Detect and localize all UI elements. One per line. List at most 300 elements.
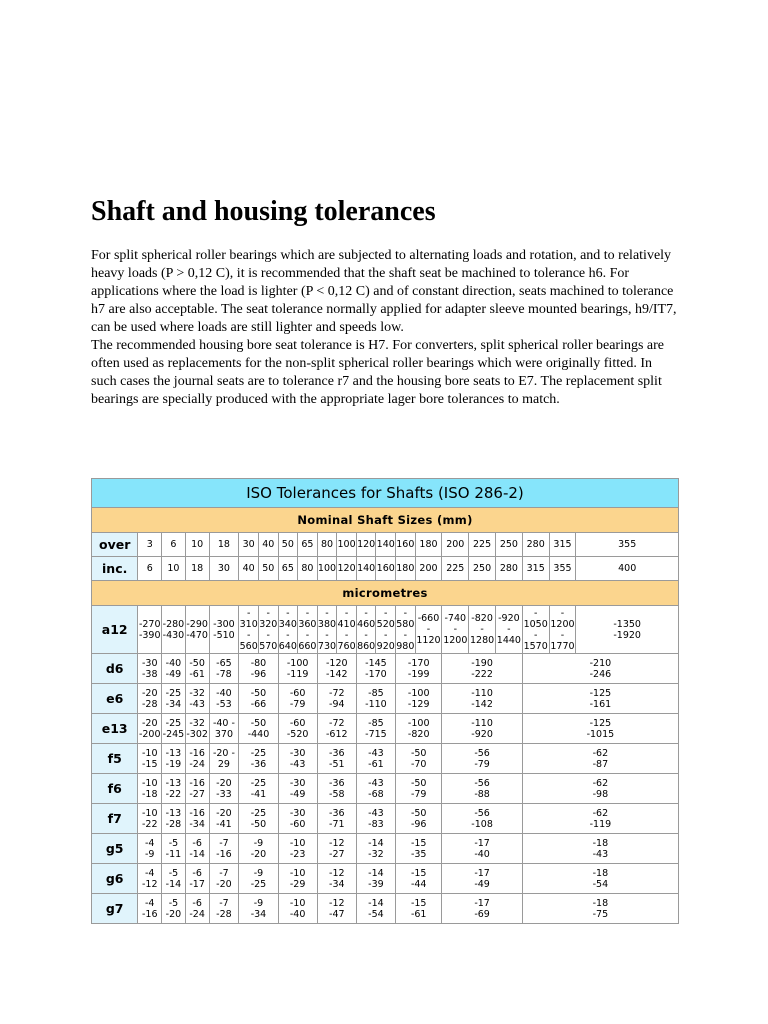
tolerance-cell bbox=[162, 774, 186, 804]
tolerance-row-e6 bbox=[92, 684, 679, 714]
cell-lower: -119 bbox=[286, 668, 309, 680]
cell-line: 1050 bbox=[523, 618, 548, 630]
tolerance-cell bbox=[239, 714, 278, 744]
cell-lower: -49 bbox=[289, 788, 306, 800]
cell-upper: -12 bbox=[329, 897, 345, 909]
inc-size-cell: 6 bbox=[138, 557, 162, 581]
cell-lower: -32 bbox=[368, 848, 384, 860]
inc-size-cell: 50 bbox=[258, 557, 278, 581]
cell-upper: -7 bbox=[219, 897, 229, 909]
over-size-cell: 140 bbox=[376, 533, 396, 557]
cell-line: - bbox=[507, 624, 511, 635]
cell-line: - bbox=[384, 629, 388, 641]
cell-upper: -300 bbox=[213, 618, 235, 630]
over-size-cell: 100 bbox=[337, 533, 357, 557]
tolerance-cell bbox=[356, 774, 395, 804]
tolerance-cell bbox=[162, 714, 186, 744]
tolerance-cell bbox=[209, 774, 239, 804]
tolerance-cell bbox=[415, 606, 442, 654]
cell-upper: -10 bbox=[141, 747, 158, 759]
cell-line: 340 bbox=[278, 618, 297, 630]
cell-lower: -20 bbox=[165, 908, 182, 920]
cell-lower: -47 bbox=[329, 908, 345, 920]
tolerance-cell bbox=[138, 744, 162, 774]
tolerance-cell bbox=[162, 606, 186, 654]
cell-lower: -36 bbox=[250, 758, 267, 770]
cell-upper: -30 bbox=[289, 777, 306, 789]
body-text bbox=[91, 247, 679, 409]
cell-lower: -19 bbox=[165, 758, 182, 770]
cell-line: 730 bbox=[317, 640, 337, 652]
cell-upper: -10 bbox=[289, 897, 306, 909]
cell-lower: -170 bbox=[365, 668, 387, 680]
cell-lower: -94 bbox=[329, 698, 345, 710]
over-size-cell: 50 bbox=[278, 533, 298, 557]
cell-line: 360 bbox=[298, 618, 317, 630]
cell-line: - bbox=[344, 607, 349, 619]
cell-upper: -16 bbox=[189, 747, 205, 759]
cell-upper: -62 bbox=[592, 807, 609, 819]
over-size-cell: 355 bbox=[576, 533, 679, 557]
cell-upper: -110 bbox=[471, 687, 493, 699]
over-size-cell: 6 bbox=[162, 533, 186, 557]
tolerance-cell bbox=[138, 864, 162, 894]
cell-lower: -54 bbox=[592, 878, 609, 890]
cell-lower: -79 bbox=[410, 788, 427, 800]
cell-lower: -75 bbox=[592, 908, 609, 920]
tolerance-cell bbox=[185, 714, 209, 744]
cell-upper: -17 bbox=[474, 867, 490, 879]
cell-lower: -119 bbox=[589, 818, 612, 830]
tolerance-cell bbox=[138, 894, 162, 924]
tolerance-cell bbox=[396, 684, 442, 714]
over-size-cell: 18 bbox=[209, 533, 239, 557]
cell-lower: -24 bbox=[189, 758, 205, 770]
tolerance-cell bbox=[278, 606, 298, 654]
cell-upper: -25 bbox=[250, 807, 267, 819]
tolerance-cell bbox=[138, 774, 162, 804]
cell-upper: -43 bbox=[368, 777, 384, 789]
cell-line: - bbox=[305, 629, 310, 641]
cell-upper: -17 bbox=[474, 897, 490, 909]
cell-lower: -222 bbox=[471, 668, 493, 680]
tolerance-cell bbox=[278, 834, 317, 864]
inc-row bbox=[92, 557, 679, 581]
cell-lower: -470 bbox=[186, 629, 208, 641]
tolerance-cell bbox=[209, 684, 239, 714]
cell-line: 980 bbox=[396, 640, 415, 652]
cell-upper: -10 bbox=[141, 777, 158, 789]
cell-line: - bbox=[325, 629, 329, 641]
cell-upper: -32 bbox=[189, 687, 205, 699]
tolerance-cell bbox=[356, 684, 395, 714]
cell-lower: -510 bbox=[213, 629, 235, 641]
cell-line: 570 bbox=[259, 640, 278, 652]
tolerance-cell bbox=[442, 654, 522, 684]
cell-upper: -15 bbox=[410, 867, 427, 879]
cell-line: - bbox=[246, 629, 251, 641]
over-size-cell: 200 bbox=[442, 533, 469, 557]
cell-line: - bbox=[325, 607, 329, 619]
over-label: over bbox=[92, 533, 138, 557]
tolerance-cell bbox=[258, 606, 278, 654]
cell-lower: -98 bbox=[592, 788, 609, 800]
cell-upper: -72 bbox=[329, 717, 345, 729]
cell-upper: -110 bbox=[471, 717, 493, 729]
tolerance-cell bbox=[209, 834, 239, 864]
tolerance-cell bbox=[549, 606, 576, 654]
cell-lower: -43 bbox=[289, 758, 306, 770]
cell-line: 1570 bbox=[523, 640, 548, 652]
cell-upper: -190 bbox=[471, 657, 493, 669]
tolerance-cell bbox=[376, 606, 396, 654]
cell-line: - bbox=[266, 607, 270, 619]
cell-upper: -40 - bbox=[212, 717, 235, 729]
cell-line: - bbox=[480, 624, 484, 635]
over-size-cell: 280 bbox=[522, 533, 549, 557]
inc-size-cell: 100 bbox=[317, 557, 337, 581]
tolerance-cell bbox=[162, 744, 186, 774]
tolerance-cell bbox=[162, 684, 186, 714]
cell-lower: -1920 bbox=[613, 629, 641, 641]
cell-upper: -13 bbox=[165, 747, 182, 759]
cell-lower: 370 bbox=[214, 728, 234, 740]
tolerance-cell bbox=[278, 654, 317, 684]
tolerance-cell bbox=[278, 864, 317, 894]
cell-upper: -18 bbox=[592, 897, 609, 909]
tolerance-cell bbox=[278, 774, 317, 804]
cell-lower: -79 bbox=[474, 758, 490, 770]
cell-line: - bbox=[533, 629, 538, 641]
tolerance-cell bbox=[185, 774, 209, 804]
cell-lower: -9 bbox=[145, 848, 155, 860]
cell-line: 460 bbox=[357, 618, 376, 630]
tolerance-row-f5 bbox=[92, 744, 679, 774]
tolerance-cell bbox=[495, 606, 522, 654]
tolerance-cell bbox=[185, 864, 209, 894]
tolerance-cell bbox=[185, 804, 209, 834]
cell-upper: -9 bbox=[253, 837, 264, 849]
cell-lower: -34 bbox=[165, 698, 182, 710]
inc-size-cell: 120 bbox=[337, 557, 357, 581]
tolerance-cell bbox=[396, 804, 442, 834]
cell-upper: -100 bbox=[407, 687, 430, 699]
inc-size-cell: 250 bbox=[469, 557, 496, 581]
cell-lower: -61 bbox=[368, 758, 384, 770]
cell-upper: -12 bbox=[329, 837, 345, 849]
cell-lower: -70 bbox=[410, 758, 427, 770]
cell-upper: -16 bbox=[189, 807, 205, 819]
cell-lower: -41 bbox=[250, 788, 267, 800]
cell-upper: -20 bbox=[141, 717, 158, 729]
tolerance-cell bbox=[278, 744, 317, 774]
over-size-cell: 315 bbox=[549, 533, 576, 557]
tolerance-cell bbox=[209, 654, 239, 684]
cell-upper: -280 bbox=[162, 618, 185, 630]
inc-size-cell: 315 bbox=[522, 557, 549, 581]
tolerance-cell bbox=[185, 654, 209, 684]
tolerance-cell bbox=[522, 894, 678, 924]
row-label: e13 bbox=[92, 714, 138, 744]
cell-line: - bbox=[286, 607, 290, 619]
cell-line: 860 bbox=[357, 640, 376, 652]
inc-size-cell: 225 bbox=[442, 557, 469, 581]
cell-line: 1120 bbox=[416, 635, 441, 646]
tolerance-cell bbox=[185, 834, 209, 864]
cell-lower: -142 bbox=[326, 668, 348, 680]
cell-upper: -85 bbox=[368, 717, 384, 729]
cell-line: 560 bbox=[239, 640, 258, 652]
tolerance-cell bbox=[138, 654, 162, 684]
cell-lower: -23 bbox=[289, 848, 306, 860]
tolerance-cell bbox=[239, 834, 278, 864]
tolerance-cell bbox=[162, 654, 186, 684]
cell-lower: -390 bbox=[138, 629, 161, 641]
tolerance-cell bbox=[162, 864, 186, 894]
page-title: Shaft and housing tolerances bbox=[91, 196, 436, 227]
cell-lower: -20 bbox=[216, 878, 232, 890]
cell-line: 310 bbox=[239, 618, 258, 630]
cell-upper: -36 bbox=[329, 747, 345, 759]
tolerance-cell bbox=[396, 834, 442, 864]
tolerance-cell bbox=[396, 774, 442, 804]
cell-upper: -36 bbox=[329, 807, 345, 819]
tolerance-cell bbox=[442, 684, 522, 714]
tolerance-row-f6 bbox=[92, 774, 679, 804]
tolerance-cell bbox=[522, 864, 678, 894]
cell-upper: -1350 bbox=[613, 618, 641, 630]
table-title: ISO Tolerances for Shafts (ISO 286-2) bbox=[92, 479, 679, 508]
tolerance-cell bbox=[442, 864, 522, 894]
cell-upper: -9 bbox=[253, 897, 264, 909]
tolerance-cell bbox=[396, 606, 416, 654]
tolerance-cell bbox=[442, 774, 522, 804]
tolerance-row-d6 bbox=[92, 654, 679, 684]
row-label: g6 bbox=[92, 864, 138, 894]
inc-size-cell: 65 bbox=[278, 557, 298, 581]
cell-lower: -14 bbox=[189, 848, 205, 860]
inc-size-cell: 140 bbox=[356, 557, 376, 581]
tolerance-cell bbox=[522, 606, 549, 654]
cell-lower: -246 bbox=[589, 668, 612, 680]
tolerance-cell bbox=[442, 894, 522, 924]
cell-upper: -100 bbox=[286, 657, 309, 669]
over-size-cell: 10 bbox=[185, 533, 209, 557]
tolerance-cell bbox=[356, 834, 395, 864]
tolerance-row-e13 bbox=[92, 714, 679, 744]
cell-upper: -16 bbox=[189, 777, 205, 789]
cell-upper: -65 bbox=[216, 657, 232, 669]
cell-line: - bbox=[560, 607, 565, 619]
tolerance-cell bbox=[442, 714, 522, 744]
cell-lower: -520 bbox=[286, 728, 309, 740]
tolerance-cell bbox=[239, 606, 259, 654]
cell-upper: -50 bbox=[410, 807, 427, 819]
cell-upper: -25 bbox=[165, 687, 182, 699]
cell-lower: -51 bbox=[329, 758, 345, 770]
nominal-sizes-header: Nominal Shaft Sizes (mm) bbox=[92, 508, 679, 533]
tolerance-cell bbox=[317, 654, 356, 684]
tolerance-cell bbox=[138, 684, 162, 714]
cell-lower: -61 bbox=[189, 668, 205, 680]
tolerance-cell bbox=[278, 804, 317, 834]
tolerance-cell bbox=[239, 804, 278, 834]
tolerance-cell bbox=[138, 834, 162, 864]
over-size-cell: 65 bbox=[298, 533, 318, 557]
iso-tolerance-table bbox=[91, 478, 679, 924]
cell-lower: -35 bbox=[410, 848, 427, 860]
cell-upper: -17 bbox=[474, 837, 490, 849]
tolerance-cell bbox=[442, 744, 522, 774]
cell-upper: -56 bbox=[474, 807, 490, 819]
tolerance-cell bbox=[396, 714, 442, 744]
cell-line: -660 bbox=[417, 613, 440, 624]
cell-lower: -24 bbox=[189, 908, 205, 920]
cell-lower: -17 bbox=[189, 878, 205, 890]
tolerance-cell bbox=[522, 654, 678, 684]
cell-upper: -60 bbox=[289, 687, 306, 699]
cell-upper: -40 bbox=[216, 687, 232, 699]
cell-lower: -161 bbox=[589, 698, 612, 710]
cell-lower: -28 bbox=[216, 908, 232, 920]
tolerance-cell bbox=[522, 714, 678, 744]
over-size-cell: 160 bbox=[396, 533, 416, 557]
cell-upper: -270 bbox=[138, 618, 161, 630]
tolerance-cell bbox=[317, 894, 356, 924]
paragraph-1: For split spherical roller bearings which are subjected to alternating loads and rotation, and to relatively heavy loads (P > 0,12 C), it is recommended that the shaft seat be machined to tolerance h6. For applications where the load is lighter (P < 0,12 C) and of constant direction, seats machined to tolerance h7 are also acceptable. The seat tolerance normally applied for adapter sleeve mounted bearings, h9/IT7, can be used where loads are still lighter and speeds low. bbox=[91, 248, 677, 335]
tolerance-cell bbox=[209, 804, 239, 834]
tolerance-cell bbox=[162, 804, 186, 834]
tolerance-cell bbox=[356, 864, 395, 894]
cell-lower: -29 bbox=[289, 878, 306, 890]
cell-lower: -28 bbox=[165, 818, 182, 830]
tolerance-cell bbox=[317, 606, 337, 654]
cell-lower: -612 bbox=[326, 728, 348, 740]
tolerance-cell bbox=[185, 684, 209, 714]
cell-line: 320 bbox=[259, 618, 278, 630]
cell-upper: -18 bbox=[592, 837, 609, 849]
tolerance-cell bbox=[317, 834, 356, 864]
paragraph-2: The recommended housing bore seat tolerance is H7. For converters, split spherical roller bearings are often used as replacements for the non-split spherical roller bearings which were originally fitted. In such cases the journal seats are to tolerance r7 and the housing bore seats to E7. The replacement split bearings are specially produced with the appropriate lager bore tolerances to match. bbox=[91, 338, 665, 407]
cell-lower: -25 bbox=[250, 878, 267, 890]
cell-line: 920 bbox=[376, 640, 395, 652]
cell-lower: -12 bbox=[141, 878, 158, 890]
tolerance-cell bbox=[356, 714, 395, 744]
tolerance-cell bbox=[209, 606, 239, 654]
tolerance-cell bbox=[396, 744, 442, 774]
cell-upper: -15 bbox=[410, 837, 427, 849]
cell-upper: -43 bbox=[368, 747, 384, 759]
tolerance-cell bbox=[442, 606, 469, 654]
cell-lower: -22 bbox=[165, 788, 182, 800]
cell-upper: -9 bbox=[253, 867, 264, 879]
row-label: a12 bbox=[92, 606, 138, 654]
cell-lower: -27 bbox=[189, 788, 205, 800]
cell-line: - bbox=[533, 607, 538, 619]
cell-upper: -25 bbox=[250, 747, 267, 759]
over-size-cell: 30 bbox=[239, 533, 259, 557]
cell-upper: -125 bbox=[589, 687, 612, 699]
tolerance-cell bbox=[522, 744, 678, 774]
cell-line: - bbox=[384, 607, 388, 619]
cell-lower: -87 bbox=[592, 758, 609, 770]
cell-upper: -7 bbox=[219, 867, 229, 879]
cell-lower: -142 bbox=[471, 698, 493, 710]
cell-line: 640 bbox=[278, 640, 297, 652]
cell-upper: -72 bbox=[329, 687, 345, 699]
inc-size-cell: 280 bbox=[495, 557, 522, 581]
cell-upper: -14 bbox=[368, 867, 384, 879]
cell-lower: -43 bbox=[592, 848, 609, 860]
tolerance-cell bbox=[317, 864, 356, 894]
tolerance-cell bbox=[239, 864, 278, 894]
cell-upper: -13 bbox=[165, 807, 182, 819]
tolerance-row-f7 bbox=[92, 804, 679, 834]
tolerance-cell bbox=[278, 684, 317, 714]
cell-line: - bbox=[286, 629, 290, 641]
tolerance-cell bbox=[209, 714, 239, 744]
cell-lower: -715 bbox=[365, 728, 387, 740]
cell-lower: -18 bbox=[141, 788, 158, 800]
cell-lower: -69 bbox=[474, 908, 490, 920]
tolerance-cell bbox=[442, 834, 522, 864]
row-label: f7 bbox=[92, 804, 138, 834]
cell-lower: -108 bbox=[471, 818, 493, 830]
cell-line: - bbox=[364, 607, 368, 619]
cell-line: -920 bbox=[498, 613, 520, 624]
cell-upper: -20 bbox=[216, 807, 232, 819]
tolerance-row-g6 bbox=[92, 864, 679, 894]
cell-line: - bbox=[403, 607, 408, 619]
tolerance-cell bbox=[185, 894, 209, 924]
tolerance-cell bbox=[185, 744, 209, 774]
cell-lower: -15 bbox=[141, 758, 158, 770]
cell-lower: -16 bbox=[141, 908, 158, 920]
tolerance-row-g7 bbox=[92, 894, 679, 924]
cell-upper: -4 bbox=[145, 867, 155, 879]
row-label: e6 bbox=[92, 684, 138, 714]
cell-upper: -18 bbox=[592, 867, 609, 879]
tolerance-cell bbox=[209, 864, 239, 894]
cell-line: 1200 bbox=[443, 635, 468, 646]
tolerance-cell bbox=[522, 774, 678, 804]
tolerance-cell bbox=[522, 684, 678, 714]
cell-upper: -7 bbox=[219, 837, 229, 849]
cell-lower: -245 bbox=[162, 728, 185, 740]
cell-upper: -10 bbox=[141, 807, 158, 819]
over-size-cell: 225 bbox=[469, 533, 496, 557]
over-size-cell: 120 bbox=[356, 533, 376, 557]
cell-upper: -5 bbox=[168, 897, 179, 909]
inc-size-cell: 18 bbox=[185, 557, 209, 581]
cell-line: 1200 bbox=[550, 618, 575, 630]
cell-upper: -36 bbox=[329, 777, 345, 789]
tolerance-cell bbox=[298, 606, 318, 654]
cell-lower: -78 bbox=[216, 668, 232, 680]
cell-upper: -6 bbox=[192, 867, 202, 879]
cell-lower: -79 bbox=[289, 698, 306, 710]
cell-line: 1440 bbox=[496, 635, 521, 646]
row-label: g7 bbox=[92, 894, 138, 924]
cell-lower: -49 bbox=[474, 878, 490, 890]
cell-upper: -6 bbox=[192, 897, 202, 909]
cell-lower: -11 bbox=[165, 848, 182, 860]
cell-lower: -83 bbox=[368, 818, 384, 830]
cell-upper: -5 bbox=[168, 867, 179, 879]
cell-lower: -129 bbox=[407, 698, 430, 710]
cell-lower: -920 bbox=[471, 728, 493, 740]
tolerance-cell bbox=[138, 714, 162, 744]
